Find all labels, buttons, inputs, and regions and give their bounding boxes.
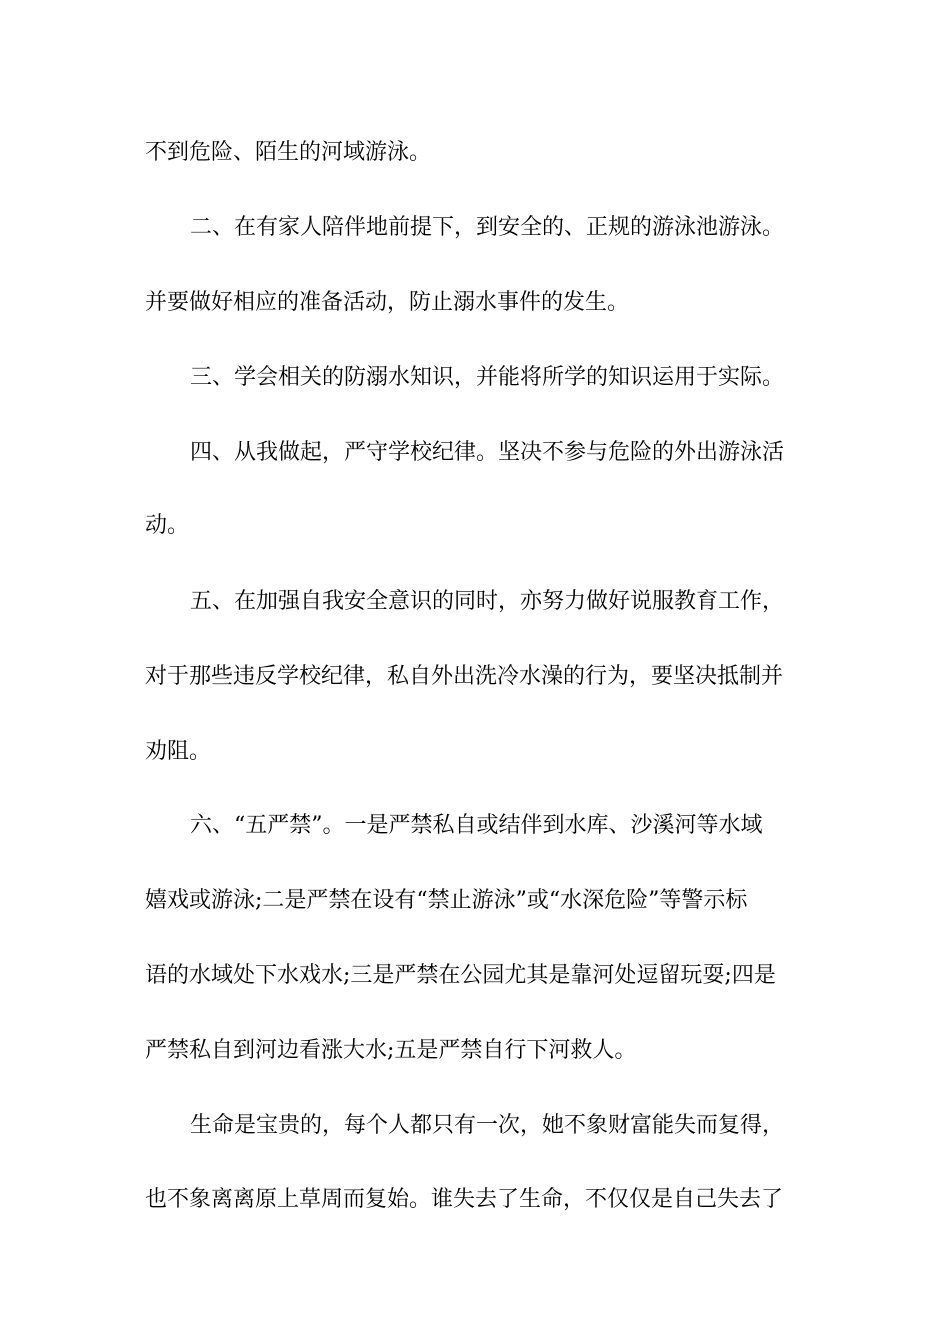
text-line-7: 五、在加强自我安全意识的同时，亦努力做好说服教育工作， <box>190 589 785 614</box>
text-line-11: 嬉戏或游泳;二是严禁在设有“禁止游泳”或“水深危险”等警示标 <box>145 888 748 913</box>
text-line-12: 语的水域处下水戏水;三是严禁在公园尤其是靠河处逗留玩耍;四是 <box>145 963 776 988</box>
text-line-4: 三、学会相关的防溺水知识，并能将所学的知识运用于实际。 <box>190 365 785 390</box>
text-line-14: 生命是宝贵的，每个人都只有一次，她不象财富能失而复得， <box>190 1113 785 1138</box>
text-line-13: 严禁私自到河边看涨大水;五是严禁自行下河救人。 <box>145 1038 637 1063</box>
text-line-10: 六、“五严禁”。一是严禁私自或结伴到水库、沙溪河等水域 <box>190 813 763 838</box>
text-line-5: 四、从我做起，严守学校纪律。坚决不参与危险的外出游泳活 <box>190 440 785 465</box>
text-line-6: 动。 <box>145 513 190 538</box>
text-line-15: 也不象离离原上草周而复始。谁失去了生命，不仅仅是自己失去了 <box>145 1187 784 1212</box>
text-line-3: 并要做好相应的准备活动，防止溺水事件的发生。 <box>145 290 630 315</box>
text-line-2: 二、在有家人陪伴地前提下，到安全的、正规的游泳池游泳。 <box>190 215 785 240</box>
text-line-9: 劝阻。 <box>145 739 212 764</box>
text-line-1: 不到危险、陌生的河域游泳。 <box>145 140 432 165</box>
text-line-8: 对于那些违反学校纪律，私自外出洗冷水澡的行为，要坚决抵制并 <box>145 664 784 689</box>
